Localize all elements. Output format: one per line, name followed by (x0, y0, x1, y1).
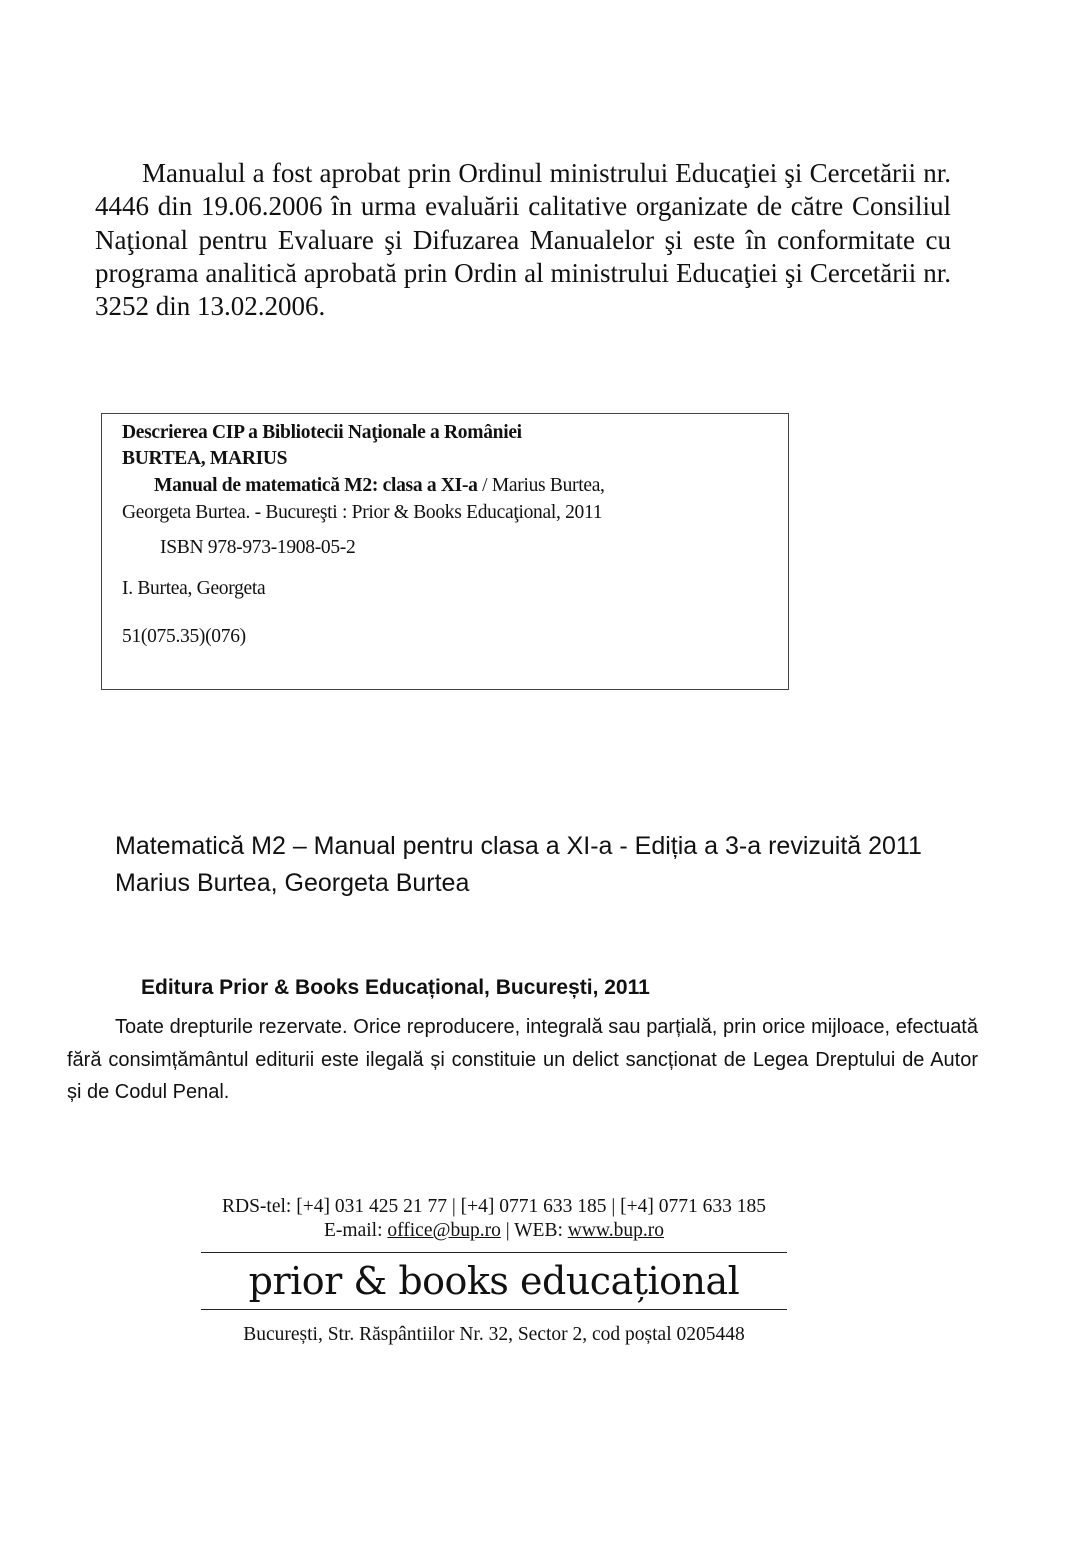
cip-publication: Georgeta Burtea. - Bucureşti : Prior & Books Educaţional, 2011 (122, 502, 603, 523)
publisher-line: Editura Prior & Books Educațional, București, 2011 (141, 976, 650, 999)
book-info (115, 828, 922, 902)
approval-paragraph: Manualul a fost aprobat prin Ordinul ministrului Educaţiei şi Cercetării nr. 4446 din 19.06.2006 în urma evaluării calitative organizate de către Consiliul Naţional pentru Evaluare şi Difuzarea Manualelor şi este în conformitate cu programa analitică aprobată prin Ordin al ministrului Educaţiei şi Cercetării nr. 3252 din 13.02.2006. (95, 158, 951, 322)
book-title: Matematică M2 – Manual pentru clasa a XI-a - Ediția a 3-a revizuită 2011 (115, 832, 922, 860)
cip-author: BURTEA, MARIUS (122, 448, 288, 469)
cip-udc: 51(075.35)(076) (122, 626, 246, 647)
email-link[interactable]: office@bup.ro (387, 1220, 501, 1241)
publisher-footer (201, 1195, 787, 1347)
email-label: E-mail: (324, 1220, 388, 1241)
footer-contact (201, 1219, 787, 1243)
cip-title-authors: / Marius Burtea, (477, 475, 605, 496)
divider (201, 1309, 787, 1310)
web-link[interactable]: www.bup.ro (567, 1220, 664, 1241)
cip-description-box (101, 413, 789, 690)
book-authors: Marius Burtea, Georgeta Burtea (115, 869, 470, 897)
cip-coauthor: I. Burtea, Georgeta (122, 578, 266, 599)
cip-title: Manual de matematică M2: clasa a XI-a (154, 475, 478, 496)
cip-isbn: ISBN 978-973-1908-05-2 (160, 537, 356, 558)
publisher-logo: prior & books educațional (248, 1259, 740, 1303)
footer-phones: RDS-tel: [+4] 031 425 21 77 | [+4] 0771 633 185 | [+4] 0771 633 185 (222, 1196, 766, 1217)
web-label: | WEB: (500, 1220, 568, 1241)
footer-address: București, Str. Răspântiilor Nr. 32, Sector 2, cod poștal 0205448 (243, 1324, 745, 1345)
rights-paragraph: Toate drepturile rezervate. Orice reproducere, integrală sau parțială, prin orice mijloace, efectuată fără consimțământul editurii este ilegală și constituie un delict sancționat de Legea Dreptului de Autor și de Codul Penal. (67, 1016, 978, 1104)
cip-heading: Descrierea CIP a Bibliotecii Naţionale a României (122, 422, 522, 443)
cip-title-line (154, 473, 605, 500)
